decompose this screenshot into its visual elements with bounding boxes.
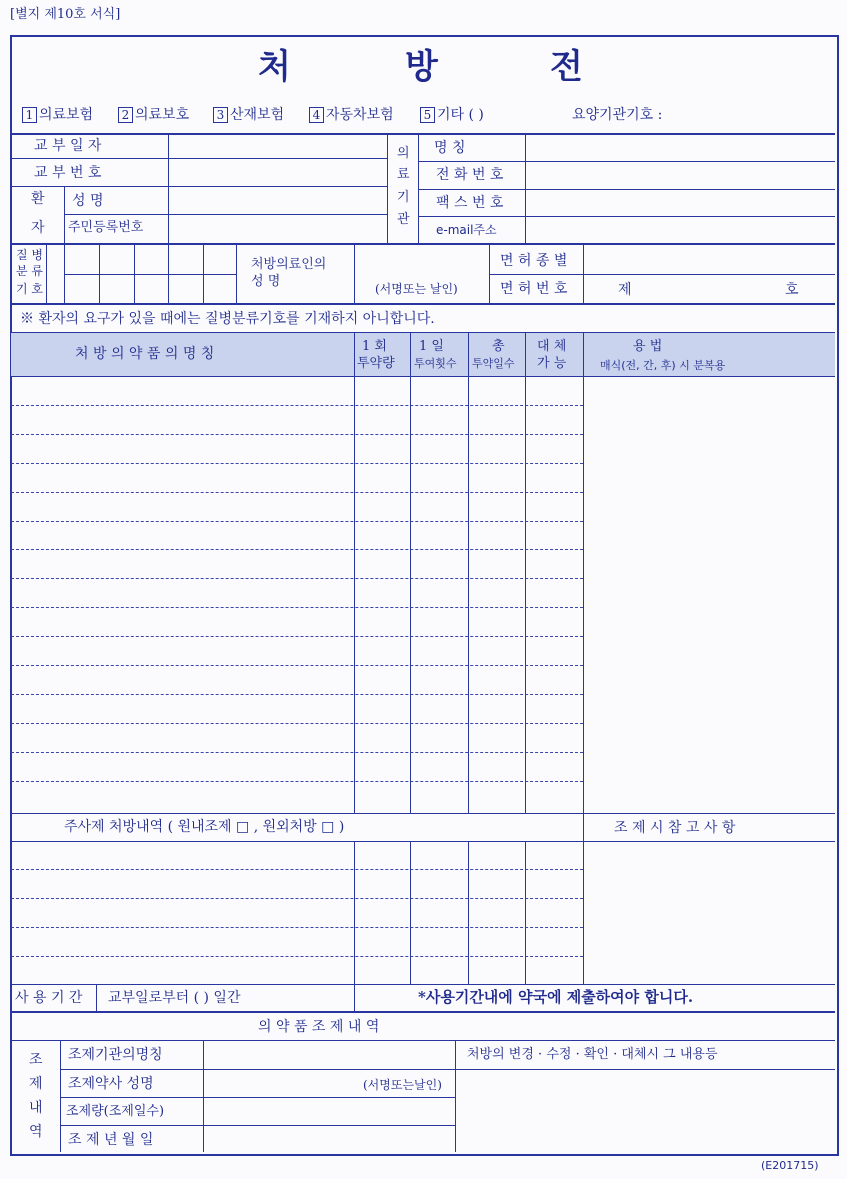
- usage-field[interactable]: [585, 378, 833, 812]
- usage-period-notice: *사용기간내에 약국에 제출하여야 합니다.: [418, 988, 694, 1006]
- institution-group-char-1: 의: [397, 146, 410, 161]
- disease-code-label-2: 분 류: [16, 264, 43, 278]
- table-row[interactable]: [11, 636, 583, 637]
- usage-period-label: 사 용 기 간: [15, 990, 83, 1006]
- column-usage-bottom: 매식(전, 간, 후) 시 분복용: [600, 359, 726, 372]
- license-number-label: 면 허 번 호: [500, 281, 568, 297]
- institution-email-label: e-mail주소: [436, 223, 497, 237]
- divider: [11, 303, 835, 305]
- divider: [60, 1125, 455, 1126]
- insurance-number: 4: [309, 107, 324, 123]
- dispensing-heading: 의 약 품 조 제 내 역: [258, 1019, 380, 1035]
- license-type-label: 면 허 종 별: [500, 253, 568, 269]
- institution-name-field[interactable]: [527, 136, 833, 160]
- doctor-name-field[interactable]: [356, 246, 487, 279]
- table-row[interactable]: [11, 463, 583, 464]
- institution-email-field[interactable]: [527, 218, 833, 241]
- divider: [455, 1069, 835, 1070]
- divider: [11, 813, 835, 814]
- issue-number-label: 교 부 번 호: [34, 165, 102, 181]
- table-row[interactable]: [11, 898, 583, 899]
- dispensed-amount-field[interactable]: [205, 1099, 453, 1123]
- divider: [60, 1097, 455, 1098]
- divider: [583, 813, 584, 984]
- license-number-prefix: 제: [618, 282, 632, 298]
- table-row[interactable]: [11, 752, 583, 753]
- insurance-label: 기타 ( ): [437, 107, 484, 123]
- institution-group-char-4: 관: [397, 212, 410, 227]
- divider: [410, 841, 411, 984]
- dispensing-date-field[interactable]: [205, 1127, 453, 1150]
- table-row[interactable]: [11, 723, 583, 724]
- column-dose-once-bottom: 투약량: [357, 356, 395, 371]
- column-substitute-top: 대 체: [537, 339, 567, 354]
- column-total-top: 총: [492, 339, 505, 354]
- divider: [11, 984, 835, 985]
- table-row[interactable]: [11, 956, 583, 957]
- issue-date-field[interactable]: [170, 136, 385, 157]
- doctor-name-label-1: 처방의료인의: [251, 257, 327, 272]
- table-row[interactable]: [11, 405, 583, 406]
- institution-name-label: 명 칭: [434, 140, 466, 156]
- insurance-label: 자동차보험: [326, 107, 394, 123]
- divider: [583, 333, 584, 813]
- divider: [418, 189, 835, 190]
- table-row[interactable]: [11, 578, 583, 579]
- column-daily-bottom: 투여횟수: [414, 357, 457, 370]
- pharmacist-signature-note: (서명또는날인): [363, 1078, 442, 1092]
- divider: [455, 1040, 456, 1152]
- license-number-field[interactable]: [640, 277, 780, 301]
- divider: [418, 216, 835, 217]
- patient-name-field[interactable]: [170, 188, 385, 212]
- title: [258, 48, 588, 49]
- pharmacist-name-label: 조제약사 성명: [68, 1076, 154, 1092]
- divider: [489, 245, 490, 303]
- insurance-type-4[interactable]: [309, 107, 394, 123]
- divider: [354, 984, 355, 1011]
- license-number-suffix: 호: [785, 282, 799, 298]
- pharmacist-name-field[interactable]: [205, 1071, 360, 1095]
- pharmacy-name-field[interactable]: [205, 1042, 453, 1067]
- column-dose-once-top: 1 회: [362, 339, 387, 354]
- patient-name-label: 성 명: [72, 193, 104, 209]
- insurance-label: 의료보험: [39, 107, 94, 123]
- disease-code-label-1: 질 병: [16, 248, 43, 262]
- insurance-number: 1: [22, 107, 37, 123]
- change-notes-field[interactable]: [457, 1071, 833, 1150]
- divider: [11, 1040, 835, 1041]
- column-usage-top: 용 법: [633, 339, 663, 354]
- insurance-type-3[interactable]: [213, 107, 284, 123]
- divider: [236, 245, 237, 303]
- doctor-signature-note: (서명또는 날인): [375, 282, 458, 296]
- patient-rrn-field[interactable]: [170, 216, 385, 241]
- issue-number-field[interactable]: [170, 160, 385, 184]
- table-row[interactable]: [11, 521, 583, 522]
- divider: [168, 134, 169, 243]
- pharmacy-name-label: 조제기관의명칭: [68, 1047, 163, 1063]
- divider: [11, 376, 835, 377]
- divider: [64, 245, 65, 303]
- table-row[interactable]: [11, 434, 583, 435]
- insurance-number: 2: [118, 107, 133, 123]
- divider: [203, 1040, 204, 1152]
- usage-period-value[interactable]: 교부일로부터 ( ) 일간: [108, 990, 241, 1006]
- title-char-2: 방: [405, 47, 438, 87]
- divider: [11, 158, 387, 159]
- dispensing-date-label: 조 제 년 월 일: [68, 1132, 154, 1148]
- issue-date-label: 교 부 일 자: [34, 138, 102, 154]
- title-char-3: 전: [550, 47, 583, 87]
- divider: [11, 841, 835, 842]
- insurance-number: 5: [420, 107, 435, 123]
- divider: [60, 1040, 61, 1152]
- institution-code-label: 요양기관기호 :: [572, 107, 663, 123]
- divider: [418, 134, 419, 243]
- institution-phone-label: 전 화 번 호: [436, 167, 504, 183]
- table-row[interactable]: [11, 492, 583, 493]
- dispensing-notes-field[interactable]: [585, 843, 833, 983]
- injection-heading: 주사제 처방내역 ( 원내조제 □ , 원외처방 □ ): [64, 819, 345, 835]
- divider: [64, 187, 65, 243]
- table-row[interactable]: [11, 781, 583, 782]
- dispensing-group-char-2: 제: [29, 1076, 43, 1092]
- divider: [11, 1011, 835, 1013]
- disease-code-field[interactable]: [66, 246, 234, 301]
- dispensing-group-char-4: 역: [29, 1124, 43, 1140]
- table-row[interactable]: [11, 549, 583, 550]
- column-total-bottom: 투약일수: [472, 357, 515, 370]
- divider: [46, 245, 47, 303]
- column-drug-name: 처 방 의 약 품 의 명 칭: [75, 346, 215, 362]
- title-char-1: 처: [258, 47, 291, 87]
- divider: [468, 841, 469, 984]
- notice: ※ 환자의 요구가 있을 때에는 질병분류기호를 기재하지 아니합니다.: [20, 311, 435, 327]
- disease-code-label-3: 기 호: [16, 282, 43, 296]
- insurance-label: 산재보험: [230, 107, 285, 123]
- divider: [11, 186, 387, 187]
- table-row[interactable]: [11, 927, 583, 928]
- insurance-type-1[interactable]: [22, 107, 93, 123]
- dispensing-group-char-1: 조: [29, 1052, 43, 1068]
- divider: [11, 133, 835, 135]
- dispensing-group-char-3: 내: [29, 1100, 43, 1116]
- table-row[interactable]: [11, 607, 583, 608]
- institution-fax-label: 팩 스 번 호: [436, 195, 504, 211]
- divider: [387, 134, 388, 243]
- table-row[interactable]: [11, 665, 583, 666]
- divider: [60, 1069, 455, 1070]
- table-row[interactable]: [11, 869, 583, 870]
- column-substitute-bottom: 가 능: [537, 356, 567, 371]
- divider: [489, 274, 835, 275]
- patient-group-char-2: 자: [31, 220, 45, 236]
- institution-group-char-2: 료: [397, 167, 410, 182]
- insurance-type-2[interactable]: [118, 107, 189, 123]
- divider: [583, 245, 584, 303]
- divider: [64, 214, 387, 215]
- change-notes-label: 처방의 변경 · 수정 · 확인 · 대체시 그 내용등: [467, 1047, 718, 1062]
- insurance-number: 3: [213, 107, 228, 123]
- divider: [96, 984, 97, 1011]
- dispensing-notes-heading: 조 제 시 참 고 사 항: [614, 820, 736, 836]
- form-label: [별지 제10호 서식]: [10, 7, 121, 22]
- dispensed-amount-label: 조제량(조제일수): [66, 1104, 165, 1119]
- table-row[interactable]: [11, 694, 583, 695]
- divider: [354, 245, 355, 303]
- form-code: (E201715): [761, 1159, 819, 1172]
- divider: [525, 134, 526, 243]
- column-daily-top: 1 일: [419, 339, 444, 354]
- institution-group-char-3: 기: [397, 190, 410, 205]
- patient-group-char-1: 환: [31, 191, 45, 207]
- institution-phone-field[interactable]: [527, 163, 833, 187]
- insurance-label: 의료보호: [135, 107, 190, 123]
- doctor-name-label-2: 성 명: [251, 274, 281, 289]
- institution-fax-field[interactable]: [527, 191, 833, 214]
- insurance-type-5[interactable]: [420, 107, 484, 123]
- divider: [525, 841, 526, 984]
- license-type-field[interactable]: [585, 246, 833, 272]
- patient-rrn-label: 주민등록번호: [68, 220, 144, 235]
- divider: [354, 841, 355, 984]
- divider: [418, 161, 835, 162]
